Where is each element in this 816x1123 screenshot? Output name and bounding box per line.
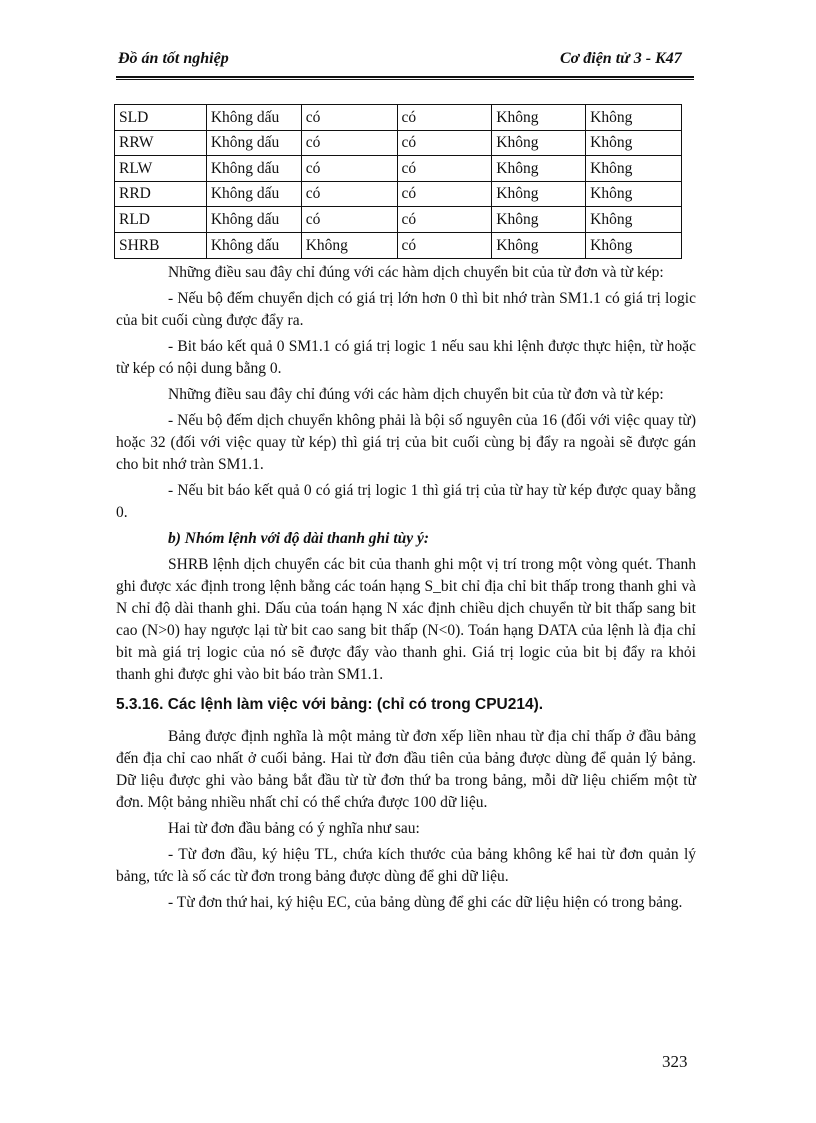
- table-cell: có: [301, 105, 397, 131]
- table-cell: có: [397, 130, 492, 156]
- table-cell: có: [397, 232, 492, 258]
- table-cell: có: [397, 207, 492, 233]
- table-row: [115, 156, 682, 182]
- table-cell: có: [301, 181, 397, 207]
- paragraph: Bảng được định nghĩa là một mảng từ đơn xếp liền nhau từ địa chỉ thấp ở đầu bảng đến địa chỉ cao nhất ở cuối bảng. Hai từ đơn đầu tiên của bảng được dùng để quản lý bảng. Dữ liệu được ghi vào bảng bắt đầu từ từ đơn thứ ba trong bảng, mỗi dữ liệu chiếm một từ đơn. Một bảng nhiều nhất chỉ có thể chứa được 100 dữ liệu.: [116, 728, 696, 811]
- table-row: [115, 105, 682, 131]
- table-row: [115, 181, 682, 207]
- table-row: [115, 207, 682, 233]
- table-cell: có: [301, 207, 397, 233]
- table-cell: RRD: [115, 181, 207, 207]
- table-cell: Không: [492, 232, 586, 258]
- table-cell: có: [397, 181, 492, 207]
- section-heading: 5.3.16. Các lệnh làm việc với bảng: (chỉ có trong CPU214).: [116, 696, 544, 713]
- table-cell: Không: [492, 156, 586, 182]
- header-left-title: Đồ án tốt nghiệp: [118, 50, 229, 67]
- table-cell: RLD: [115, 207, 207, 233]
- table-cell: Không: [586, 181, 682, 207]
- paragraph: - Từ đơn đầu, ký hiệu TL, chứa kích thước của bảng không kể hai từ đơn quản lý bảng, tức là số các từ đơn trong bảng được dùng để ghi dữ liệu.: [116, 846, 696, 885]
- header-rule: [116, 76, 694, 80]
- body-text: [116, 262, 696, 918]
- table-cell: SLD: [115, 105, 207, 131]
- page-number: 323: [662, 1052, 688, 1071]
- table-cell: Không dấu: [206, 105, 301, 131]
- table-cell: Không dấu: [206, 130, 301, 156]
- paragraph: - Nếu bộ đếm dịch chuyển không phải là bội số nguyên của 16 (đối với việc quay từ) hoặc 32 (đối với việc quay từ kép) thì giá trị của bit cuối cùng bị đẩy ra ngoài sẽ được gán cho bit nhớ tràn SM1.1.: [116, 412, 696, 473]
- paragraph: - Nếu bit báo kết quả 0 có giá trị logic 1 thì giá trị của từ hay từ kép được quay bằng 0.: [116, 482, 696, 521]
- shift-instruction-table: [114, 104, 682, 259]
- table-cell: có: [397, 156, 492, 182]
- table-cell: Không: [586, 232, 682, 258]
- table-row: [115, 232, 682, 258]
- paragraph: Những điều sau đây chỉ đúng với các hàm dịch chuyển bit của từ đơn và từ kép:: [168, 264, 664, 281]
- table-cell: Không dấu: [206, 207, 301, 233]
- table-cell: có: [301, 156, 397, 182]
- paragraph: Những điều sau đây chỉ đúng với các hàm dịch chuyển bit của từ đơn và từ kép:: [168, 386, 664, 403]
- paragraph: SHRB lệnh dịch chuyển các bit của thanh ghi một vị trí trong một vòng quét. Thanh ghi được xác định trong lệnh bằng các toán hạng S_bit chỉ địa chỉ bit thấp trong thanh ghi và N chỉ độ dài thanh ghi. Dấu của toán hạng N xác định chiều dịch chuyển từ bit thấp sang bit cao (N>0) hay ngược lại từ bit cao sang bit thấp (N<0). Toán hạng DATA của lệnh là địa chỉ bit mà giá trị logic của nó sẽ được đẩy vào thanh ghi. Giá trị logic của bit bị đẩy ra khỏi thanh ghi được ghi vào bit báo tràn SM1.1.: [116, 556, 696, 683]
- table-row: [115, 130, 682, 156]
- subheading-b: b) Nhóm lệnh với độ dài thanh ghi tùy ý:: [168, 530, 430, 547]
- paragraph: Hai từ đơn đầu bảng có ý nghĩa như sau:: [168, 820, 420, 837]
- table-cell: Không: [492, 207, 586, 233]
- table-cell: Không: [492, 105, 586, 131]
- paragraph: - Bit báo kết quả 0 SM1.1 có giá trị logic 1 nếu sau khi lệnh được thực hiện, từ hoặc từ kép có nội dung bằng 0.: [116, 338, 696, 377]
- header-right-title: Cơ điện tử 3 - K47: [560, 50, 682, 67]
- table-cell: Không: [492, 130, 586, 156]
- table-cell: Không: [586, 207, 682, 233]
- table-cell: Không dấu: [206, 156, 301, 182]
- table-cell: RLW: [115, 156, 207, 182]
- table-cell: Không: [301, 232, 397, 258]
- table-cell: có: [397, 105, 492, 131]
- table-cell: có: [301, 130, 397, 156]
- table-cell: SHRB: [115, 232, 207, 258]
- table-cell: Không: [586, 130, 682, 156]
- table-cell: Không dấu: [206, 232, 301, 258]
- table-cell: Không: [586, 105, 682, 131]
- paragraph: - Nếu bộ đếm chuyển dịch có giá trị lớn hơn 0 thì bit nhớ tràn SM1.1 có giá trị logic của bit cuối cùng được đẩy ra.: [116, 290, 696, 329]
- table-cell: Không: [492, 181, 586, 207]
- table-cell: Không: [586, 156, 682, 182]
- table-cell: RRW: [115, 130, 207, 156]
- table-cell: Không dấu: [206, 181, 301, 207]
- paragraph: - Từ đơn thứ hai, ký hiệu EC, của bảng dùng để ghi các dữ liệu hiện có trong bảng.: [168, 894, 683, 911]
